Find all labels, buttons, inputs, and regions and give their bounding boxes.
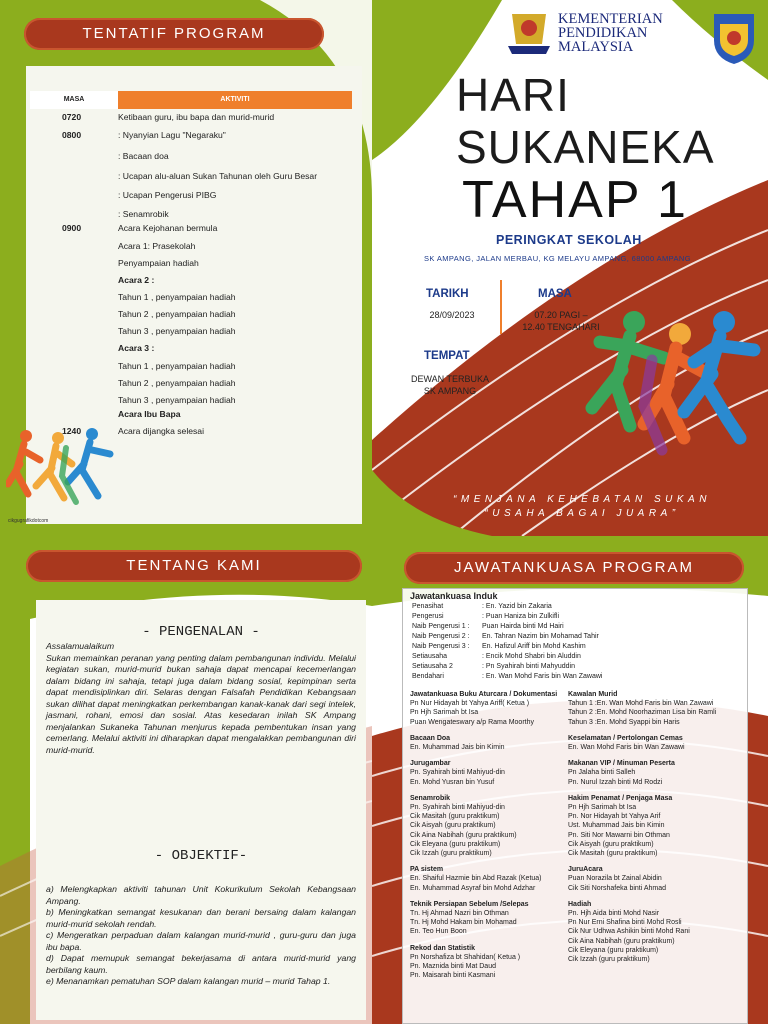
- col-masa-header: MASA: [30, 91, 118, 109]
- committee-heading: Hakim Penamat / Penjaga Masa: [568, 794, 673, 802]
- masa-value-1: 07.20 PAGI –: [534, 310, 588, 320]
- committee-heading: JuruAcara: [568, 866, 603, 874]
- schedule-activity: : Ucapan Pengerusi PIBG: [118, 190, 217, 200]
- objektif-item: e) Menanamkan pematuhan SOP dalam kalangan murid – murid Tahap 1.: [46, 976, 331, 986]
- committee-member: Cik Masitah (guru praktikum): [568, 850, 658, 857]
- schedule-activity: : Nyanyian Lagu "Negaraku": [118, 130, 226, 140]
- credit-text: cikgugrafikdotcom: [8, 518, 49, 524]
- schedule-header: [30, 91, 352, 109]
- committee-member: Puan Wengateswary a/p Rama Moorthy: [410, 718, 534, 726]
- title-hari: HARI: [456, 69, 570, 121]
- committee-member: En. Muhammad Jais bin Kimin: [410, 744, 505, 751]
- committee-heading: Bacaan Doa: [410, 734, 451, 742]
- committee-heading: Hadiah: [568, 900, 592, 908]
- committee-member: Cik Izzah (guru praktikum): [568, 956, 650, 963]
- committee-member: En. Teo Hun Boon: [410, 928, 467, 936]
- schedule-activity: Acara Kejohanan bermula: [118, 223, 218, 233]
- schedule-activity: Tahun 3 , penyampaian hadiah: [118, 326, 236, 336]
- schedule-activity: Acara 3 :: [118, 343, 155, 353]
- induk-role: Naib Pengerusi 1 :: [412, 623, 470, 630]
- objektif-item: b) Meningkatkan semangat kesukanan dan berani bersaing dalam kalangan murid-murid sekolah rendah.: [46, 907, 356, 929]
- induk-name: En. Tahran Nazim bin Mohamad Tahir: [482, 633, 599, 640]
- schedule-activity: Acara 2 :: [118, 275, 155, 285]
- committee-member: Pn Nur Erni Shafina binti Mohd Rosli: [568, 919, 682, 927]
- committee-member: Pn. Maisarah binti Kasmani: [410, 972, 496, 980]
- schedule-activity: Acara dijangka selesai: [118, 426, 204, 436]
- committee-heading: Makanan VIP / Minuman Peserta: [568, 760, 675, 768]
- committee-member: En. Shaiful Hazmie bin Abd Razak (Ketua): [410, 875, 542, 883]
- committee-member: Cik Eleyana (guru praktikum): [568, 946, 659, 954]
- objektif-title: - OBJEKTIF-: [154, 848, 248, 864]
- committee-member: Pn. Nurul Izzah binti Md Rodzi: [568, 778, 663, 786]
- induk-name: : En. Wan Mohd Faris bin Wan Zawawi: [482, 673, 603, 680]
- committee-heading: Keselamatan / Pertolongan Cemas: [568, 734, 683, 742]
- committee-member: En. Muhammad Asyraf bin Mohd Adzhar: [410, 884, 536, 892]
- tarikh-label: TARIKH: [426, 288, 469, 300]
- schedule-time: 0800: [62, 130, 82, 140]
- committee-member: Cik Aisyah (guru praktikum): [568, 840, 654, 848]
- committee-member: Cik Eleyana (guru praktikum): [410, 840, 501, 848]
- committee-member: Pn Hjh Sarimah bt Isa: [568, 804, 637, 811]
- committee-member: Cik Siti Norshafeka binti Ahmad: [568, 884, 667, 892]
- schedule-activity: Acara Ibu Bapa: [118, 409, 181, 419]
- committee-member: Cik Masitah (guru praktikum): [410, 813, 500, 821]
- committee-member: Pn Jalaha binti Salleh: [568, 769, 636, 777]
- schedule-activity: Acara 1: Prasekolah: [118, 241, 196, 251]
- objektif-item: a) Melengkapkan aktiviti tahunan Unit Kokurikulum Sekolah Kebangsaan Ampang.: [46, 884, 356, 906]
- committee-member: Pn. Hjh Aida binti Mohd Nasir: [568, 910, 660, 917]
- committee-heading: PA sistem: [410, 866, 444, 874]
- induk-name: : En. Yazid bin Zakaria: [482, 603, 552, 610]
- committee-member: En. Wan Mohd Faris bin Wan Zawawi: [568, 744, 685, 751]
- committee-member: Pn Nur Hidayah bt Yahya Ariff( Ketua ): [410, 700, 530, 708]
- jawatankuasa-pill: JAWATANKUASA PROGRAM: [404, 552, 744, 584]
- committee-member: Pn Norshafiza bt Shahidan( Ketua ): [410, 953, 521, 961]
- committee-member: Cik Nur Udhwa Ashikin binti Mohd Rani: [568, 928, 690, 936]
- col-aktiviti-header: AKTIVITI: [118, 91, 352, 109]
- masa-label: MASA: [538, 288, 572, 300]
- school-address: SK AMPANG, JALAN MERBAU, KG MELAYU AMPANG, 68000 AMPANG: [424, 254, 691, 263]
- committee-member: Tahun 2 :En. Mohd Noorhaziman Lisa bin Ramli: [568, 709, 717, 717]
- induk-role: Bendahari: [412, 673, 444, 680]
- committee-member: Pn. Siti Nor Mawarni bin Othman: [568, 831, 670, 839]
- induk-role: Naib Pengerusi 3 :: [412, 643, 470, 650]
- pengenalan-title: - PENGENALAN -: [142, 624, 260, 640]
- committee-member: En. Mohd Yusran bin Yusuf: [410, 778, 495, 786]
- schedule-activity: : Senamrobik: [118, 209, 169, 219]
- schedule-activity: Penyampaian hadiah: [118, 258, 199, 268]
- tempat-label: TEMPAT: [424, 350, 470, 362]
- committee-member: Cik Aina Nabihah (guru praktikum): [568, 937, 675, 945]
- tentang-pill: TENTANG KAMI: [26, 550, 362, 582]
- info-divider: [500, 280, 502, 334]
- title-sukaneka: SUKANEKA: [456, 121, 715, 173]
- committee-heading: Rekod dan Statistik: [410, 944, 475, 952]
- committee-member: Pn. Syahirah binti Mahiyud-din: [410, 769, 505, 777]
- ministry-line-3: MALAYSIA: [558, 39, 634, 55]
- committee-member: Ust. Muhammad Jais bin Kimin: [568, 822, 665, 830]
- induk-role: Naib Pengerusi 2 :: [412, 633, 470, 640]
- title-tahap-1: TAHAP 1: [462, 171, 688, 229]
- ministry-line-2: PENDIDIKAN: [558, 25, 648, 41]
- committee-member: Puan Norazila bt Zainal Abidin: [568, 875, 662, 883]
- schedule-activity: : Bacaan doa: [118, 151, 169, 161]
- motto-line-1: “MENJANA KEHEBATAN SUKAN: [453, 494, 711, 505]
- induk-name: : Pn Syahirah binti Mahyuddin: [482, 663, 575, 670]
- ministry-line-1: KEMENTERIAN: [558, 11, 663, 27]
- committee-heading: Jawatankuasa Buku Aturcara / Dokumentasi: [410, 691, 558, 698]
- committee-member: Tn. Hj Mohd Hakam bin Mohamad: [410, 919, 517, 927]
- committee-member: Tahun 1 :En. Wan Mohd Faris bin Wan Zawawi: [568, 700, 714, 708]
- objektif-item: c) Mengeratkan perpaduan dalam kalangan murid-murid , guru-guru dan juga ibu bapa.: [46, 930, 356, 952]
- schedule-activity: Tahun 2 , penyampaian hadiah: [118, 378, 236, 388]
- tempat-value-2: SK AMPANG: [423, 386, 477, 396]
- committee-member: Cik Izzah (guru praktikum): [410, 850, 492, 857]
- committee-member: Pn. Nor Hidayah bt Yahya Arif: [568, 813, 661, 821]
- committee-member: Pn. Syahirah binti Mahiyud-din: [410, 804, 505, 811]
- objektif-item: d) Dapat memupuk semangat bekerjasama di antara murid-murid yang berbilang kaum.: [46, 953, 356, 975]
- induk-role: Pengerusi: [412, 613, 444, 620]
- tempat-value-1: DEWAN TERBUKA: [410, 374, 489, 384]
- panel-jawatankuasa: [372, 536, 768, 1024]
- induk-name: : Puan Haniza bin Zulkifli: [482, 613, 560, 620]
- schedule-time: 1240: [62, 426, 82, 436]
- schedule-activity: : Ucapan alu-aluan Sukan Tahunan oleh Guru Besar: [118, 171, 318, 181]
- induk-role: Setiausaha 2: [412, 663, 453, 670]
- committee-heading: Teknik Persiapan Sebelum /Selepas: [410, 900, 529, 908]
- induk-name: En. Hafizul Ariff bin Mohd Kashim: [482, 643, 586, 650]
- schedule-time: 0720: [62, 112, 82, 122]
- committee-member: Pn Hjh Sarimah bt Isa: [410, 709, 479, 717]
- schedule-activity: Tahun 2 , penyampaian hadiah: [118, 309, 236, 319]
- masa-value-2: 12.40 TENGAHARI: [522, 322, 600, 332]
- panel-tentatif: [0, 0, 372, 536]
- coat-of-arms-icon: [502, 8, 556, 56]
- committee-member: Tahun 3 :En. Mohd Syappi bin Haris: [568, 718, 680, 726]
- motto-line-2: “USAHA BAGAI JUARA”: [484, 508, 680, 519]
- committee-heading: Jurugambar: [410, 760, 451, 768]
- objektif-list: [46, 884, 356, 988]
- committee-heading: Kawalan Murid: [568, 691, 618, 698]
- induk-name: Puan Hairda binti Md Hairi: [482, 623, 564, 630]
- runners-illustration-small: [6, 424, 126, 520]
- ministry-wordmark: [558, 12, 663, 54]
- schedule-activity: Tahun 1 , penyampaian hadiah: [118, 361, 236, 371]
- runners-illustration: [572, 300, 768, 486]
- peringkat-sekolah: PERINGKAT SEKOLAH: [496, 233, 642, 247]
- committee-member: Cik Aisyah (guru praktikum): [410, 822, 496, 830]
- induk-name: : Encik Mohd Shabri bin Aluddin: [482, 653, 581, 660]
- school-crest-icon: [706, 10, 762, 66]
- schedule-activity: Ketibaan guru, ibu bapa dan murid-murid: [118, 112, 275, 122]
- induk-title: Jawatankuasa Induk: [410, 591, 498, 601]
- committee-member: Pn. Maznida binti Mat Daud: [410, 963, 496, 970]
- pengenalan-text: Assalamualaikum Sukan memainkan peranan yang penting dalam pembangunan individu. Melalui kegiatan sukan, murid-murid bukan sahaja dapat mencapai kecemerlangan dalam bidang ini sahaja, tetapi juga dalam bidang sosial, kepimpinan serta dapat mendisiplinkan diri. Selaras dengan Falsafah Pendidikan Kebangsaan sukan dilihat dapat meningkatkan perkembangan kanak-kanak dari segi intelek, jasmani, rohani, emosi dan sosial. Atas kesedaran inilah SK Ampang menjalankan Sukaneka Tahunan menjurus kepada pembentukan insan yang cemerlang. Melalui aktiviti ini diharapkan dapat mengalakkan pembangunan diri murid-murid.: [46, 641, 356, 755]
- induk-role: Penasihat: [412, 603, 444, 610]
- tentatif-pill: TENTATIF PROGRAM: [24, 18, 324, 50]
- committee-heading: Senamrobik: [410, 794, 451, 802]
- panel-tentang-kami: [0, 536, 372, 1024]
- schedule-activity: Tahun 1 , penyampaian hadiah: [118, 292, 236, 302]
- tarikh-value: 28/09/2023: [429, 310, 475, 320]
- induk-role: Setiausaha: [412, 653, 448, 660]
- schedule-activity: Tahun 3 , penyampaian hadiah: [118, 395, 236, 405]
- schedule-time: 0900: [62, 223, 82, 233]
- committee-member: Cik Aina Nabihah (guru praktikum): [410, 831, 517, 839]
- panel-cover: [372, 0, 768, 536]
- committee-member: Tn. Hj Ahmad Nazri bin Othman: [410, 910, 509, 917]
